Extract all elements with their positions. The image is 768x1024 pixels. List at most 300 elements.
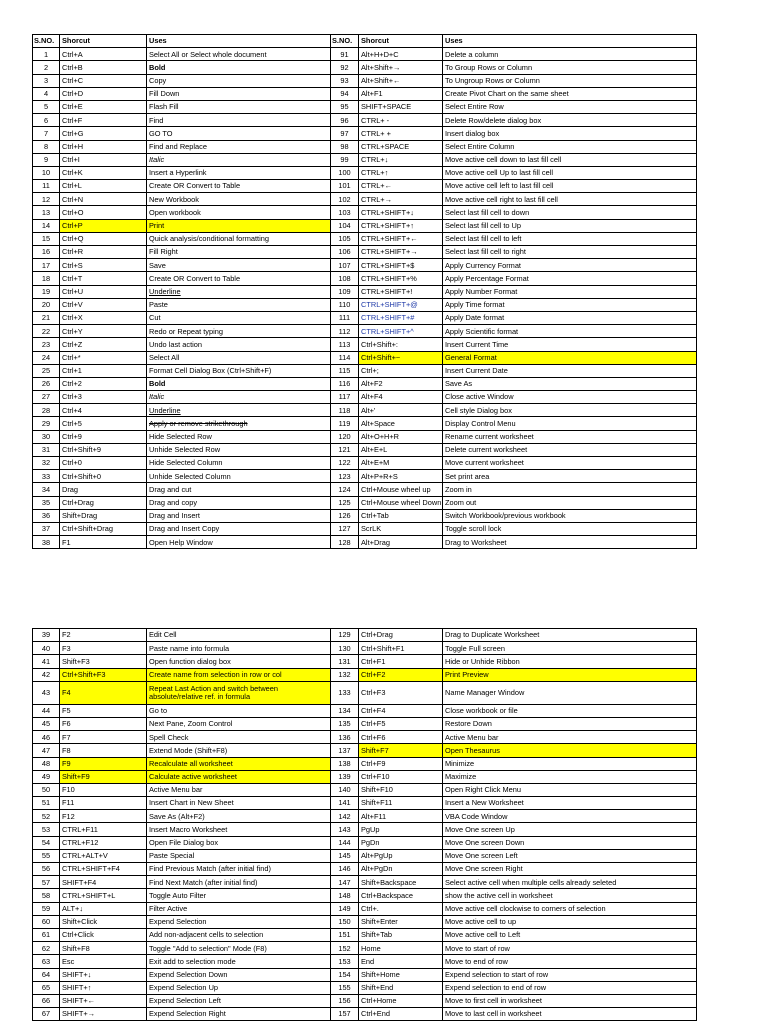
column-header-uses: Uses [147,35,331,48]
serial-number: 16 [33,246,60,259]
shortcut-use: Move One screen Right [443,863,697,876]
shortcut-key: Ctrl+Drag [359,629,443,642]
shortcut-key: F12 [60,810,147,823]
serial-number: 9 [33,153,60,166]
serial-number: 30 [33,430,60,443]
serial-number: 92 [331,61,359,74]
shortcut-key: Ctrl+C [60,74,147,87]
serial-number: 131 [331,655,359,668]
table-row [33,87,697,100]
shortcut-use: To Group Rows or Column [443,61,697,74]
serial-number: 32 [33,457,60,470]
shortcut-use: Unhide Selected Row [147,443,331,456]
shortcut-use: Find Next Match (after initial find) [147,876,331,889]
table-row [33,810,697,823]
shortcut-use: Insert a Hyperlink [147,166,331,179]
shortcut-use: Drag and Insert [147,509,331,522]
shortcut-use: Paste [147,298,331,311]
serial-number: 48 [33,757,60,770]
table-row [33,642,697,655]
serial-number: 115 [331,364,359,377]
table-row [33,849,697,862]
shortcut-use: Find and Replace [147,140,331,153]
serial-number: 8 [33,140,60,153]
shortcut-use: Undo last action [147,338,331,351]
serial-number: 23 [33,338,60,351]
table-row [33,325,697,338]
serial-number: 153 [331,955,359,968]
shortcut-key: Alt+Drag [359,536,443,549]
table-row [33,364,697,377]
shortcut-use: Zoom in [443,483,697,496]
table-row [33,100,697,113]
shortcut-key: Ctrl+Click [60,928,147,941]
shortcut-key: Ctrl+D [60,87,147,100]
shortcut-key: Ctrl+2 [60,377,147,390]
shortcut-use: Apply Time format [443,298,697,311]
shortcut-key: CTRL+SHIFT+↓ [359,206,443,219]
shortcut-key: Ctrl+H [60,140,147,153]
shortcut-key: Alt+F11 [359,810,443,823]
header-row [33,35,697,48]
table-row [33,889,697,902]
shortcut-key: Ctrl+0 [60,457,147,470]
table-row [33,704,697,717]
shortcut-key: Ctrl+3 [60,391,147,404]
table-row [33,430,697,443]
shortcut-use: Delete current worksheet [443,443,697,456]
serial-number: 117 [331,391,359,404]
serial-number: 17 [33,259,60,272]
shortcut-use: Move active cell left to last fill cell [443,180,697,193]
serial-number: 102 [331,193,359,206]
serial-number: 109 [331,285,359,298]
serial-number: 21 [33,311,60,324]
shortcut-key: Shift+Drag [60,509,147,522]
shortcut-use: Save [147,259,331,272]
serial-number: 104 [331,219,359,232]
table-row [33,338,697,351]
shortcut-key: Shift+F8 [60,942,147,955]
shortcut-use: Create name from selection in row or col [147,668,331,681]
shortcut-use: Unhide Selected Column [147,470,331,483]
serial-number: 122 [331,457,359,470]
shortcut-use: Underline [147,285,331,298]
shortcut-use: Drag and cut [147,483,331,496]
shortcut-key: CTRL+SHIFT+% [359,272,443,285]
serial-number: 5 [33,100,60,113]
table-row [33,942,697,955]
column-header-sno: S.NO. [331,35,359,48]
serial-number: 130 [331,642,359,655]
table-row [33,496,697,509]
shortcut-key: CTRL+F11 [60,823,147,836]
shortcut-key: Ctrl+R [60,246,147,259]
shortcut-key: Alt+E+M [359,457,443,470]
shortcut-use: Italic [147,153,331,166]
shortcut-key: Ctrl+Z [60,338,147,351]
serial-number: 141 [331,797,359,810]
shortcut-key: Ctrl+Mouse wheel up [359,483,443,496]
serial-number: 101 [331,180,359,193]
serial-number: 27 [33,391,60,404]
serial-number: 114 [331,351,359,364]
shortcut-key: Shift+Enter [359,915,443,928]
shortcut-use: Expend Selection Left [147,994,331,1007]
shortcut-use: Add non-adjacent cells to selection [147,928,331,941]
shortcut-key: Shift+Tab [359,928,443,941]
shortcut-key: CTRL+→ [359,193,443,206]
shortcut-key: SHIFT+SPACE [359,100,443,113]
table-row [33,351,697,364]
table-row [33,246,697,259]
serial-number: 39 [33,629,60,642]
table-row [33,757,697,770]
serial-number: 3 [33,74,60,87]
serial-number: 58 [33,889,60,902]
shortcut-use: Redo or Repeat typing [147,325,331,338]
serial-number: 44 [33,704,60,717]
shortcut-use: Active Menu bar [443,731,697,744]
table-row [33,74,697,87]
shortcut-use: Open Thesaurus [443,744,697,757]
shortcut-use: Select last fill cell to right [443,246,697,259]
shortcut-key: Shift+Home [359,968,443,981]
shortcut-key: Ctrl+S [60,259,147,272]
table-row [33,522,697,535]
shortcut-use: Minimize [443,757,697,770]
table-row [33,61,697,74]
shortcut-use: Move active cell down to last fill cell [443,153,697,166]
serial-number: 133 [331,681,359,704]
shortcut-key: CTRL+SHIFT+@ [359,298,443,311]
serial-number: 99 [331,153,359,166]
shortcut-key: PgDn [359,836,443,849]
serial-number: 128 [331,536,359,549]
shortcut-use: Expend Selection Down [147,968,331,981]
shortcut-key: Ctrl+Shift+Drag [60,522,147,535]
table-row [33,994,697,1007]
shortcut-use: Restore Down [443,717,697,730]
serial-number: 29 [33,417,60,430]
serial-number: 93 [331,74,359,87]
shortcut-key: Shift+F10 [359,783,443,796]
serial-number: 51 [33,797,60,810]
shortcut-use: Bold [147,61,331,74]
table-row [33,232,697,245]
shortcut-use: Toggle Full screen [443,642,697,655]
shortcut-key: SHIFT+→ [60,1008,147,1021]
shortcut-key: Ctrl+F10 [359,770,443,783]
table-row [33,629,697,642]
shortcut-use: Insert Chart in New Sheet [147,797,331,810]
serial-number: 60 [33,915,60,928]
shortcut-key: Shift+F9 [60,770,147,783]
serial-number: 6 [33,114,60,127]
shortcut-key: F5 [60,704,147,717]
shortcut-key: Shift+Backspace [359,876,443,889]
serial-number: 140 [331,783,359,796]
serial-number: 149 [331,902,359,915]
shortcut-use: Toggle Auto Filter [147,889,331,902]
shortcut-use: Set print area [443,470,697,483]
shortcut-use: Move active cell Up to last fill cell [443,166,697,179]
shortcut-use: Apply or remove strikethrough [147,417,331,430]
serial-number: 156 [331,994,359,1007]
shortcut-key: Ctrl+U [60,285,147,298]
shortcut-key: Ctrl+Shift+9 [60,443,147,456]
serial-number: 103 [331,206,359,219]
table-row [33,470,697,483]
shortcut-key: Ctrl+G [60,127,147,140]
table-row [33,744,697,757]
shortcut-use: Apply Date format [443,311,697,324]
shortcut-key: Ctrl+F1 [359,655,443,668]
shortcut-key: CTRL+SHIFT+L [60,889,147,902]
serial-number: 157 [331,1008,359,1021]
shortcut-key: Ctrl+Q [60,232,147,245]
table-row [33,981,697,994]
shortcut-use: Apply Currency Format [443,259,697,272]
shortcut-use: Find Previous Match (after initial find) [147,863,331,876]
serial-number: 43 [33,681,60,704]
shortcut-key: CTRL+↑ [359,166,443,179]
shortcut-key: F4 [60,681,147,704]
table-row [33,417,697,430]
serial-number: 124 [331,483,359,496]
shortcut-key: Alt+O+H+R [359,430,443,443]
shortcut-use: Fill Down [147,87,331,100]
shortcut-key: Alt+P+R+S [359,470,443,483]
shortcut-key: F10 [60,783,147,796]
shortcut-key: Ctrl+Shift+0 [60,470,147,483]
serial-number: 96 [331,114,359,127]
table-row [33,823,697,836]
serial-number: 120 [331,430,359,443]
shortcut-key: Ctrl+Home [359,994,443,1007]
shortcut-use: Cell style Dialog box [443,404,697,417]
shortcut-key: Ctrl+N [60,193,147,206]
serial-number: 15 [33,232,60,245]
column-header-sno: S.NO. [33,35,60,48]
serial-number: 129 [331,629,359,642]
table-row [33,770,697,783]
shortcut-use: Insert Current Time [443,338,697,351]
serial-number: 91 [331,48,359,61]
serial-number: 139 [331,770,359,783]
shortcut-key: F11 [60,797,147,810]
shortcut-key: Ctrl+V [60,298,147,311]
serial-number: 31 [33,443,60,456]
table-row [33,668,697,681]
serial-number: 132 [331,668,359,681]
shortcut-key: Ctrl+F2 [359,668,443,681]
shortcut-use: GO TO [147,127,331,140]
serial-number: 151 [331,928,359,941]
table-row [33,915,697,928]
shortcut-key: Alt+Shift+← [359,74,443,87]
shortcut-use: Find [147,114,331,127]
shortcut-key: Alt+Shift+→ [359,61,443,74]
shortcut-use: Display Control Menu [443,417,697,430]
shortcut-key: Ctrl+P [60,219,147,232]
serial-number: 110 [331,298,359,311]
table-row [33,731,697,744]
shortcut-key: Alt+PgDn [359,863,443,876]
shortcut-use: Name Manager Window [443,681,697,704]
shortcut-use: Underline [147,404,331,417]
table-row [33,114,697,127]
shortcut-use: Select Entire Column [443,140,697,153]
table-row [33,311,697,324]
shortcut-use: Close workbook or file [443,704,697,717]
column-header-shortcut: Shorcut [359,35,443,48]
serial-number: 53 [33,823,60,836]
serial-number: 155 [331,981,359,994]
shortcut-use: Print Preview [443,668,697,681]
table-row [33,717,697,730]
shortcut-use: Move to first cell in worksheet [443,994,697,1007]
shortcut-key: Ctrl+End [359,1008,443,1021]
table-row [33,127,697,140]
table-row [33,285,697,298]
table-row [33,483,697,496]
shortcut-use: Select last fill cell to left [443,232,697,245]
shortcut-use: Fill Right [147,246,331,259]
shortcut-use: Maximize [443,770,697,783]
serial-number: 2 [33,61,60,74]
shortcut-use: Open workbook [147,206,331,219]
table-row [33,219,697,232]
shortcut-key: F8 [60,744,147,757]
shortcut-key: CTRL+ - [359,114,443,127]
serial-number: 46 [33,731,60,744]
serial-number: 49 [33,770,60,783]
shortcut-key: Alt+F4 [359,391,443,404]
serial-number: 47 [33,744,60,757]
shortcut-key: SHIFT+F4 [60,876,147,889]
serial-number: 108 [331,272,359,285]
shortcut-use: Cut [147,311,331,324]
shortcut-use: Select All [147,351,331,364]
serial-number: 142 [331,810,359,823]
table-row [33,863,697,876]
table-row [33,536,697,549]
serial-number: 95 [331,100,359,113]
shortcut-key: Ctrl+Tab [359,509,443,522]
serial-number: 55 [33,849,60,862]
serial-number: 150 [331,915,359,928]
shortcut-use: Toggle scroll lock [443,522,697,535]
shortcut-table-2 [32,628,697,1021]
table-row [33,153,697,166]
table-row [33,876,697,889]
shortcut-key: Ctrl+Shift+F1 [359,642,443,655]
shortcut-use: Copy [147,74,331,87]
shortcut-key: CTRL+SHIFT+# [359,311,443,324]
table-row [33,298,697,311]
shortcut-use: Move One screen Down [443,836,697,849]
shortcut-use: Expend Selection Right [147,1008,331,1021]
serial-number: 45 [33,717,60,730]
shortcut-use: Drag and Insert Copy [147,522,331,535]
shortcut-use: Active Menu bar [147,783,331,796]
shortcut-use: Go to [147,704,331,717]
shortcut-key: Ctrl+F4 [359,704,443,717]
serial-number: 98 [331,140,359,153]
shortcut-use: Open Right Click Menu [443,783,697,796]
shortcut-key: Ctrl+. [359,902,443,915]
table-row [33,259,697,272]
serial-number: 12 [33,193,60,206]
shortcut-use: Paste name into formula [147,642,331,655]
shortcut-use: Create OR Convert to Table [147,180,331,193]
table-row [33,1008,697,1021]
serial-number: 144 [331,836,359,849]
serial-number: 33 [33,470,60,483]
shortcut-use: Next Pane, Zoom Control [147,717,331,730]
shortcut-use: Spell Check [147,731,331,744]
shortcut-key: F2 [60,629,147,642]
shortcut-use: Move One screen Left [443,849,697,862]
serial-number: 134 [331,704,359,717]
table-row [33,180,697,193]
shortcut-key: CTRL+SHIFT+F4 [60,863,147,876]
shortcut-key: Ctrl+Drag [60,496,147,509]
serial-number: 127 [331,522,359,535]
shortcut-use: Toggle "Add to selection" Mode (F8) [147,942,331,955]
shortcut-key: Ctrl+* [60,351,147,364]
shortcut-key: Ctrl+Backspace [359,889,443,902]
shortcut-use: Move current worksheet [443,457,697,470]
shortcut-key: CTRL+F12 [60,836,147,849]
shortcut-use: Paste Special [147,849,331,862]
shortcut-use: Insert Current Date [443,364,697,377]
column-header-shortcut: Shorcut [60,35,147,48]
shortcut-use: Calculate active worksheet [147,770,331,783]
serial-number: 126 [331,509,359,522]
serial-number: 61 [33,928,60,941]
shortcut-key: F6 [60,717,147,730]
serial-number: 19 [33,285,60,298]
table-row [33,968,697,981]
shortcut-use: Recalculate all worksheet [147,757,331,770]
serial-number: 57 [33,876,60,889]
shortcut-use: Rename current worksheet [443,430,697,443]
table-row [33,655,697,668]
serial-number: 65 [33,981,60,994]
shortcut-key: Ctrl+A [60,48,147,61]
serial-number: 116 [331,377,359,390]
shortcut-use: Open Help Window [147,536,331,549]
shortcut-key: SHIFT+↑ [60,981,147,994]
serial-number: 146 [331,863,359,876]
shortcut-use: Save As [443,377,697,390]
shortcut-key: F7 [60,731,147,744]
shortcut-key: Shift+End [359,981,443,994]
shortcut-key: CTRL+ + [359,127,443,140]
shortcut-key: CTRL+SHIFT+↑ [359,219,443,232]
table-row [33,443,697,456]
shortcut-key: CTRL+SHIFT+^ [359,325,443,338]
shortcut-key: CTRL+↓ [359,153,443,166]
serial-number: 136 [331,731,359,744]
table-row [33,681,697,704]
shortcut-use: Move to last cell in worksheet [443,1008,697,1021]
shortcut-use: Hide Selected Row [147,430,331,443]
shortcut-key: CTRL+SHIFT+← [359,232,443,245]
shortcut-key: SHIFT+↓ [60,968,147,981]
